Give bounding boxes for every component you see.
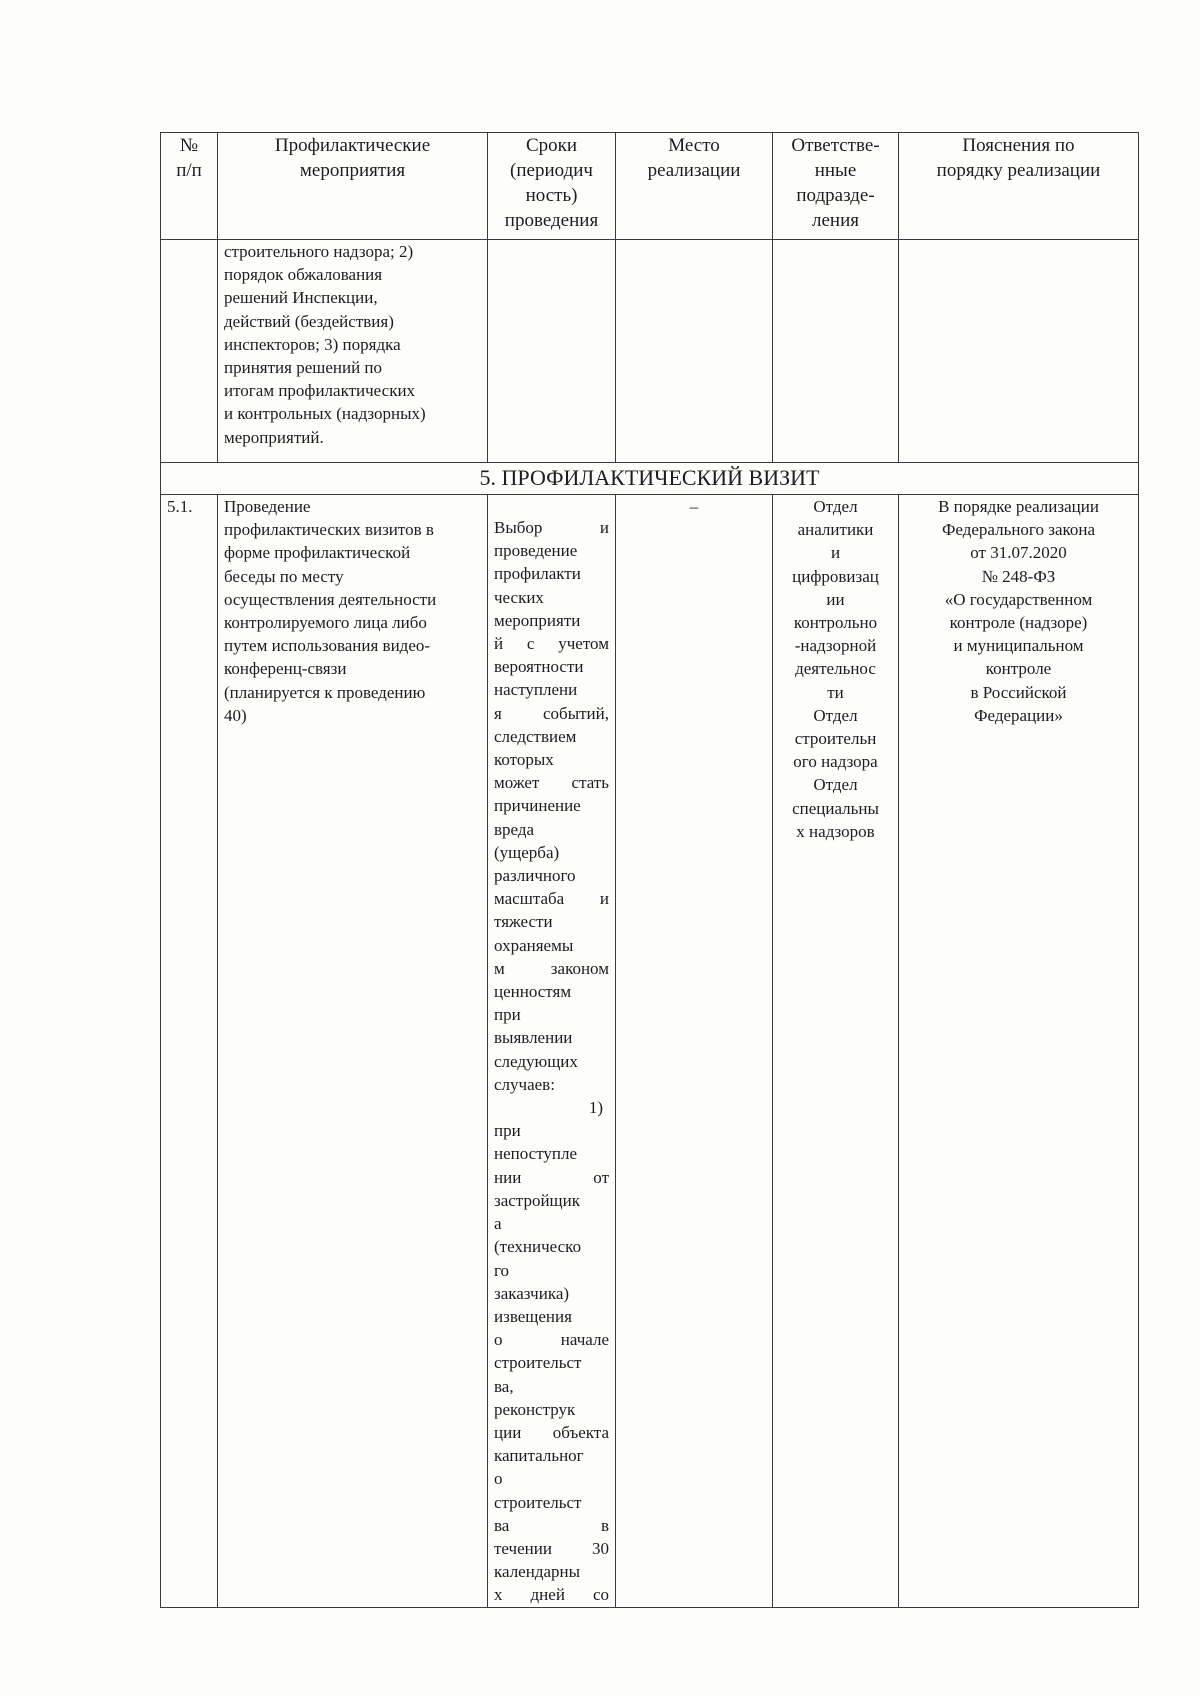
text-line: Федерации»: [974, 705, 1063, 725]
header-responsible: [773, 133, 899, 240]
text-line: случаев:: [494, 1074, 555, 1094]
text-line: Выбор и: [494, 518, 609, 537]
header-line: (периодич: [510, 160, 593, 181]
text-line: Отдел: [813, 705, 858, 725]
text-line: контроле: [985, 659, 1052, 679]
text-line: ва,: [494, 1376, 514, 1396]
text-line: (техническо: [494, 1237, 582, 1257]
header-line: Сроки: [525, 135, 578, 156]
header-num: [161, 133, 218, 240]
header-line: подразде-: [796, 185, 875, 206]
text-line: ва в: [494, 1515, 609, 1535]
text-line: извещения: [494, 1306, 572, 1326]
cell-num: [161, 240, 218, 463]
cell-place: –: [616, 495, 773, 1608]
header-place: [616, 133, 773, 240]
header-line: проведения: [504, 210, 599, 231]
cell-place: [616, 240, 773, 463]
text-line: мероприятий.: [224, 427, 324, 447]
text-line: м законом: [494, 958, 609, 978]
text-line: В порядке реализации: [938, 497, 1099, 516]
cell-responsible: [773, 240, 899, 463]
header-line: порядку реализации: [936, 160, 1101, 181]
text-line: путем использования видео-: [224, 636, 431, 656]
table-row: [161, 495, 1139, 1608]
text-line: (ущерба): [494, 842, 560, 862]
text-line: и: [830, 543, 841, 563]
text-line: проведение: [494, 541, 578, 561]
text-line: которых: [494, 750, 554, 770]
text-line: № 248-ФЗ: [981, 566, 1056, 586]
header-line: нные: [814, 160, 857, 181]
cell-notes: [899, 240, 1139, 463]
text-line: 40): [224, 705, 247, 725]
text-line: беседы по месту: [224, 566, 344, 586]
text-line: и муниципальном: [953, 636, 1084, 656]
text-line: й с учетом: [494, 634, 609, 654]
header-notes: [899, 133, 1139, 240]
text-line: выявлении: [494, 1028, 573, 1048]
text-line: деятельнос: [795, 659, 876, 679]
table-row-continuation: [161, 240, 1139, 463]
text-line: течении 30: [494, 1538, 609, 1558]
text-line: наступлени: [494, 680, 578, 700]
header-line: ность): [525, 185, 578, 206]
text-line: ции объекта: [494, 1422, 609, 1442]
text-line: застройщик: [494, 1190, 580, 1210]
text-line: капитальног: [494, 1446, 584, 1466]
text-line: а: [494, 1214, 502, 1234]
text-line: Отдел: [813, 497, 858, 516]
text-line: непоступле: [494, 1144, 578, 1164]
header-period: [488, 133, 616, 240]
text-line: реконструк: [494, 1399, 576, 1419]
text-line: ценностям: [494, 982, 572, 1002]
text-line: решений Инспекции,: [224, 288, 378, 308]
section-header-row: [161, 463, 1139, 495]
cell-notes: [899, 495, 1139, 1608]
text-line: и контрольных (надзорных): [224, 404, 426, 424]
text-line: форме профилактической: [224, 543, 411, 563]
header-line: мероприятия: [299, 160, 406, 181]
text-line: конференц-связи: [224, 659, 347, 679]
text-line: может стать: [494, 773, 609, 793]
text-line: х надзоров: [796, 821, 875, 841]
text-line: следствием: [494, 726, 577, 746]
header-measures: [218, 133, 488, 240]
text-line: строительного надзора; 2): [224, 242, 414, 261]
text-line: строительст: [494, 1353, 582, 1373]
text-line: ии: [826, 589, 845, 609]
text-line: при: [494, 1005, 521, 1025]
text-line: о начале: [494, 1330, 609, 1350]
text-line: профилакти: [494, 564, 581, 584]
header-line: Пояснения по: [962, 135, 1075, 156]
header-line: ления: [812, 210, 859, 231]
line-list: [224, 240, 481, 449]
line-list: [494, 495, 609, 1607]
text-line: «О государственном: [944, 589, 1093, 609]
header-line: реализации: [647, 160, 741, 181]
text-line: следующих: [494, 1051, 578, 1071]
text-line: масштаба и: [494, 889, 609, 909]
text-line: порядок обжалования: [224, 265, 383, 285]
text-line: действий (бездействия): [224, 311, 394, 331]
text-line: мероприяти: [494, 610, 581, 630]
text-line: тяжести: [494, 912, 553, 932]
text-line: х дней со: [494, 1585, 609, 1605]
text-line: контроле (надзоре): [949, 613, 1088, 633]
text-line: итогам профилактических: [224, 381, 416, 401]
cell-period: [488, 495, 616, 1608]
text-line: вероятности: [494, 657, 584, 677]
line-list: [905, 495, 1132, 727]
text-line: Федерального закона: [941, 520, 1096, 540]
text-line: контролируемого лица либо: [224, 613, 427, 633]
text-line: Отдел: [813, 775, 858, 795]
cell-measures: [218, 240, 488, 463]
text-line: Проведение: [224, 497, 311, 516]
text-line: ческих: [494, 587, 544, 607]
cell-measures: [218, 495, 488, 1608]
header-line: №: [179, 135, 199, 156]
text-line: от 31.07.2020: [970, 543, 1067, 563]
header-line: Профилактические: [274, 135, 431, 156]
text-line: при: [494, 1121, 521, 1141]
text-line: -надзорной: [794, 636, 877, 656]
cell-num: 5.1.: [161, 495, 218, 1608]
header-line: Ответстве-: [791, 135, 880, 156]
text-line: вреда: [494, 819, 535, 839]
text-line: строительст: [494, 1492, 582, 1512]
text-line: (планируется к проведению: [224, 682, 426, 702]
table-header-row: [161, 133, 1139, 240]
text-line: я событий,: [494, 703, 609, 723]
text-line: специальны: [792, 798, 879, 818]
text-line: контрольно: [793, 613, 878, 633]
text-line: ого надзора: [793, 752, 878, 772]
text-line: профилактических визитов в: [224, 520, 434, 540]
text-line: различного: [494, 866, 576, 886]
cell-period: [488, 240, 616, 463]
text-line: ти: [827, 682, 844, 702]
section-title: 5. ПРОФИЛАКТИЧЕСКИЙ ВИЗИТ: [161, 463, 1139, 495]
text-line: инспекторов; 3) порядка: [224, 334, 401, 354]
text-line: причинение: [494, 796, 581, 816]
prevention-plan-table: [160, 132, 1139, 1608]
cell-responsible: [773, 495, 899, 1608]
text-line: о: [494, 1469, 503, 1489]
header-line: п/п: [176, 160, 202, 181]
text-line: 1): [588, 1098, 603, 1118]
text-line: принятия решений по: [224, 358, 383, 378]
text-line: охраняемы: [494, 935, 574, 955]
text-line: в Российской: [970, 682, 1067, 702]
text-line: осуществления деятельности: [224, 589, 437, 609]
text-line: го: [494, 1260, 510, 1280]
header-line: Место: [668, 135, 720, 156]
line-list: [779, 495, 892, 843]
line-list: [224, 495, 481, 727]
text-line: заказчика): [494, 1283, 570, 1303]
text-line: цифровизац: [792, 566, 879, 586]
text-line: нии от: [494, 1167, 609, 1187]
text-line: строительн: [794, 729, 877, 749]
text-line: аналитики: [797, 520, 874, 540]
text-line: календарны: [494, 1562, 581, 1582]
